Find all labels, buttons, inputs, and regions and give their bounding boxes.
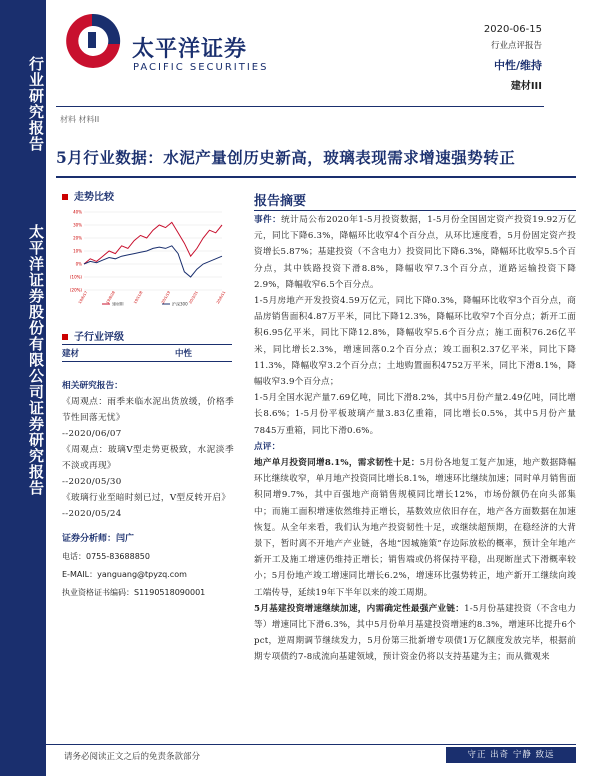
legend-label: 建材III	[112, 301, 124, 306]
related-item-title[interactable]: 《周观点：玻璃V型走势更极致，水泥淡季不淡或再现》	[62, 445, 234, 471]
summary-divider	[254, 210, 576, 211]
footer-disclaimer[interactable]: 请务必阅读正文之后的免责条款部分	[64, 752, 201, 762]
x-tick-label: 20/6/11	[215, 290, 227, 305]
report-meta	[484, 24, 542, 92]
report-type: 行业点评报告	[490, 41, 542, 51]
industry-name: 建材III	[510, 81, 542, 92]
trend-comparison-chart	[62, 206, 232, 306]
real-estate-comment-text: 5月份各地复工复产加速，地产数据降幅环比继续收窄，单月地产投资同比增长8.1%，增速环比继续加速；同时单月销售面积同增9.7%，其中百强地产商销售规模同比增长12%，市场份额仍在向头部集中；而施工面积增速依然维持正增长，基数效应依旧存在，地产各方面数据在加速恢复。从全年来看，我们认为地产投资韧性十足，或继续超预期，在稳经济的大背景下，暂时离不开地产产业链，各地“因城施策”存边际放松的概率，预计全年地产新开工及施工增速仍维持正增长；销售端或仍将保持平稳，出现断崖式下滑概率较小；5月份地产竣工增速同比增长6.2%，增速环比强势转正，地产新开工继续向竣工端传导，延续19年下半年以来的竣工周期。	[254, 458, 576, 598]
brand-name-cn: 太平洋证券	[132, 37, 248, 62]
sub-rating-value: 中性	[174, 349, 192, 359]
y-tick-label: (10%)	[69, 274, 82, 280]
footer-motto: 守正 出奇 宁静 致远	[446, 747, 576, 763]
analyst-email[interactable]: E-MAIL：yanguang@tpyzq.com	[62, 570, 187, 579]
related-item-date: --2020/06/07	[62, 429, 122, 439]
y-tick-label: 10%	[73, 248, 82, 254]
y-tick-label: 20%	[73, 235, 82, 241]
related-item-title[interactable]: 《周观点：雨季来临水泥出货放缓，价格季节性回落无忧》	[62, 397, 234, 423]
analyst-license: 执业资格证书编码：S1190518090001	[62, 588, 206, 597]
y-tick-label: (20%)	[69, 287, 82, 293]
related-item-title[interactable]: 《玻璃行业至暗时刻已过，V型反转开启》	[62, 493, 231, 503]
header-divider	[56, 106, 544, 107]
x-tick-label: 20/3/31	[188, 290, 199, 305]
event-label: 事件：	[254, 215, 282, 225]
sub-rating-industry: 建材	[62, 349, 80, 359]
related-reports	[62, 378, 234, 522]
brand-name-en: PACIFIC SECURITIES	[133, 62, 269, 73]
related-item-date: --2020/05/30	[62, 477, 122, 487]
x-tick-label: 19/6/17	[77, 290, 89, 305]
sub-rating-heading: 子行业评级	[62, 328, 124, 343]
infrastructure-comment-text: 1-5月份基建投资（不含电力等）增速同比下滑6.3%，其中5月份单月基建投资增速约8.3%，增速环比提升6个pct，逆周期调节继续发力，5月份第三批新增专项债1万亿额度发放完毕，根据前期专项债约7-8成流向基建领域，预计资金仍将以支持基建为主；而从微观来	[254, 603, 577, 663]
breadcrumb: 材料 材料II	[60, 115, 100, 124]
real-estate-comment	[254, 455, 576, 601]
event-text: 统计局公布2020年1-5月投资数据，1-5月份全国固定资产投资19.92万亿元，同比下降6.3%，降幅环比收窄4个百分点，从环比速度看，5月份固定资产投资增长5.87%；基建投资（不含电力）投资同比下降6.3%，降幅环比收窄5.5个百分点，其中铁路投资下滑8.8%，降幅收窄7.3个百分点，道路运输投资下降2.9%，降幅收窄6.5个百分点。	[254, 215, 576, 290]
real-estate-paragraph: 1-5月房地产开发投资4.59万亿元，同比下降0.3%，降幅环比收窄3个百分点，商品房销售面积4.87万平米，同比下降12.3%，降幅环比收窄7个百分点；新开工面积6.95亿平米，同比下降12.8%，降幅收窄5.6个百分点；施工面积76.26亿平米，同比增长2.3%，增速回落0.2个百分点；竣工面积2.37亿平米，同比下降11.3%，降幅收窄3.2个百分点；土地购置面积4752万平米，同比下滑8.1%，降幅收窄3.9个百分点；	[254, 296, 576, 388]
related-item-date: --2020/05/24	[62, 509, 122, 519]
infrastructure-comment	[254, 601, 576, 666]
y-tick-label: 0%	[75, 261, 82, 267]
sub-rating-table	[62, 344, 232, 362]
series-line-0	[84, 222, 222, 264]
title-divider	[56, 176, 576, 178]
report-date: 2020-06-15	[483, 24, 542, 35]
pacific-securities-logo-icon	[62, 10, 124, 72]
footer-divider	[24, 744, 576, 745]
analyst-heading: 证券分析师：闫广	[62, 534, 135, 544]
y-tick-label: 40%	[73, 209, 82, 215]
analyst-phone: 电话：0755-83688850	[62, 552, 150, 561]
x-tick-label: 19/11/8	[133, 290, 144, 305]
sidebar-report-category: 行业研究报告	[27, 56, 45, 152]
production-paragraph: 1-5月全国水泥产量7.69亿吨，同比下滑8.2%，其中5月份产量2.49亿吨，同比增长8.6%；1-5月份平板玻璃产量3.83亿重箱，同比增长0.5%，其中5月份产量7845万重箱，同比下滑0.6%。	[254, 393, 576, 436]
event-paragraph	[254, 212, 576, 293]
left-sidebar-band	[0, 0, 46, 776]
related-heading: 相关研究报告：	[62, 381, 123, 391]
report-title: 5月行业数据：水泥产量创历史新高，玻璃表现需求增速强势转正	[56, 148, 516, 167]
legend-label: 沪深300	[172, 301, 188, 306]
infrastructure-comment-heading: 5月基建投资增速继续加速，内需确定性最强产业链：	[254, 603, 465, 614]
comment-label: 点评：	[254, 441, 281, 452]
sub-rating-row	[62, 344, 232, 362]
analyst-info	[62, 530, 234, 602]
x-tick-label: 19/8/28	[105, 290, 116, 305]
series-line-1	[84, 246, 222, 277]
real-estate-comment-heading: 地产单月投资同增8.1%，需求韧性十足：	[254, 458, 420, 469]
industry-rating: 中性/维持	[493, 59, 542, 72]
summary-body	[254, 212, 576, 666]
trend-heading: 走势比较	[62, 188, 114, 203]
x-tick-label: 20/1/19	[160, 290, 172, 305]
sidebar-company-name: 太平洋证券股份有限公司证券研究报告	[27, 224, 45, 496]
summary-heading: 报告摘要	[254, 194, 307, 209]
y-tick-label: 30%	[73, 222, 82, 228]
